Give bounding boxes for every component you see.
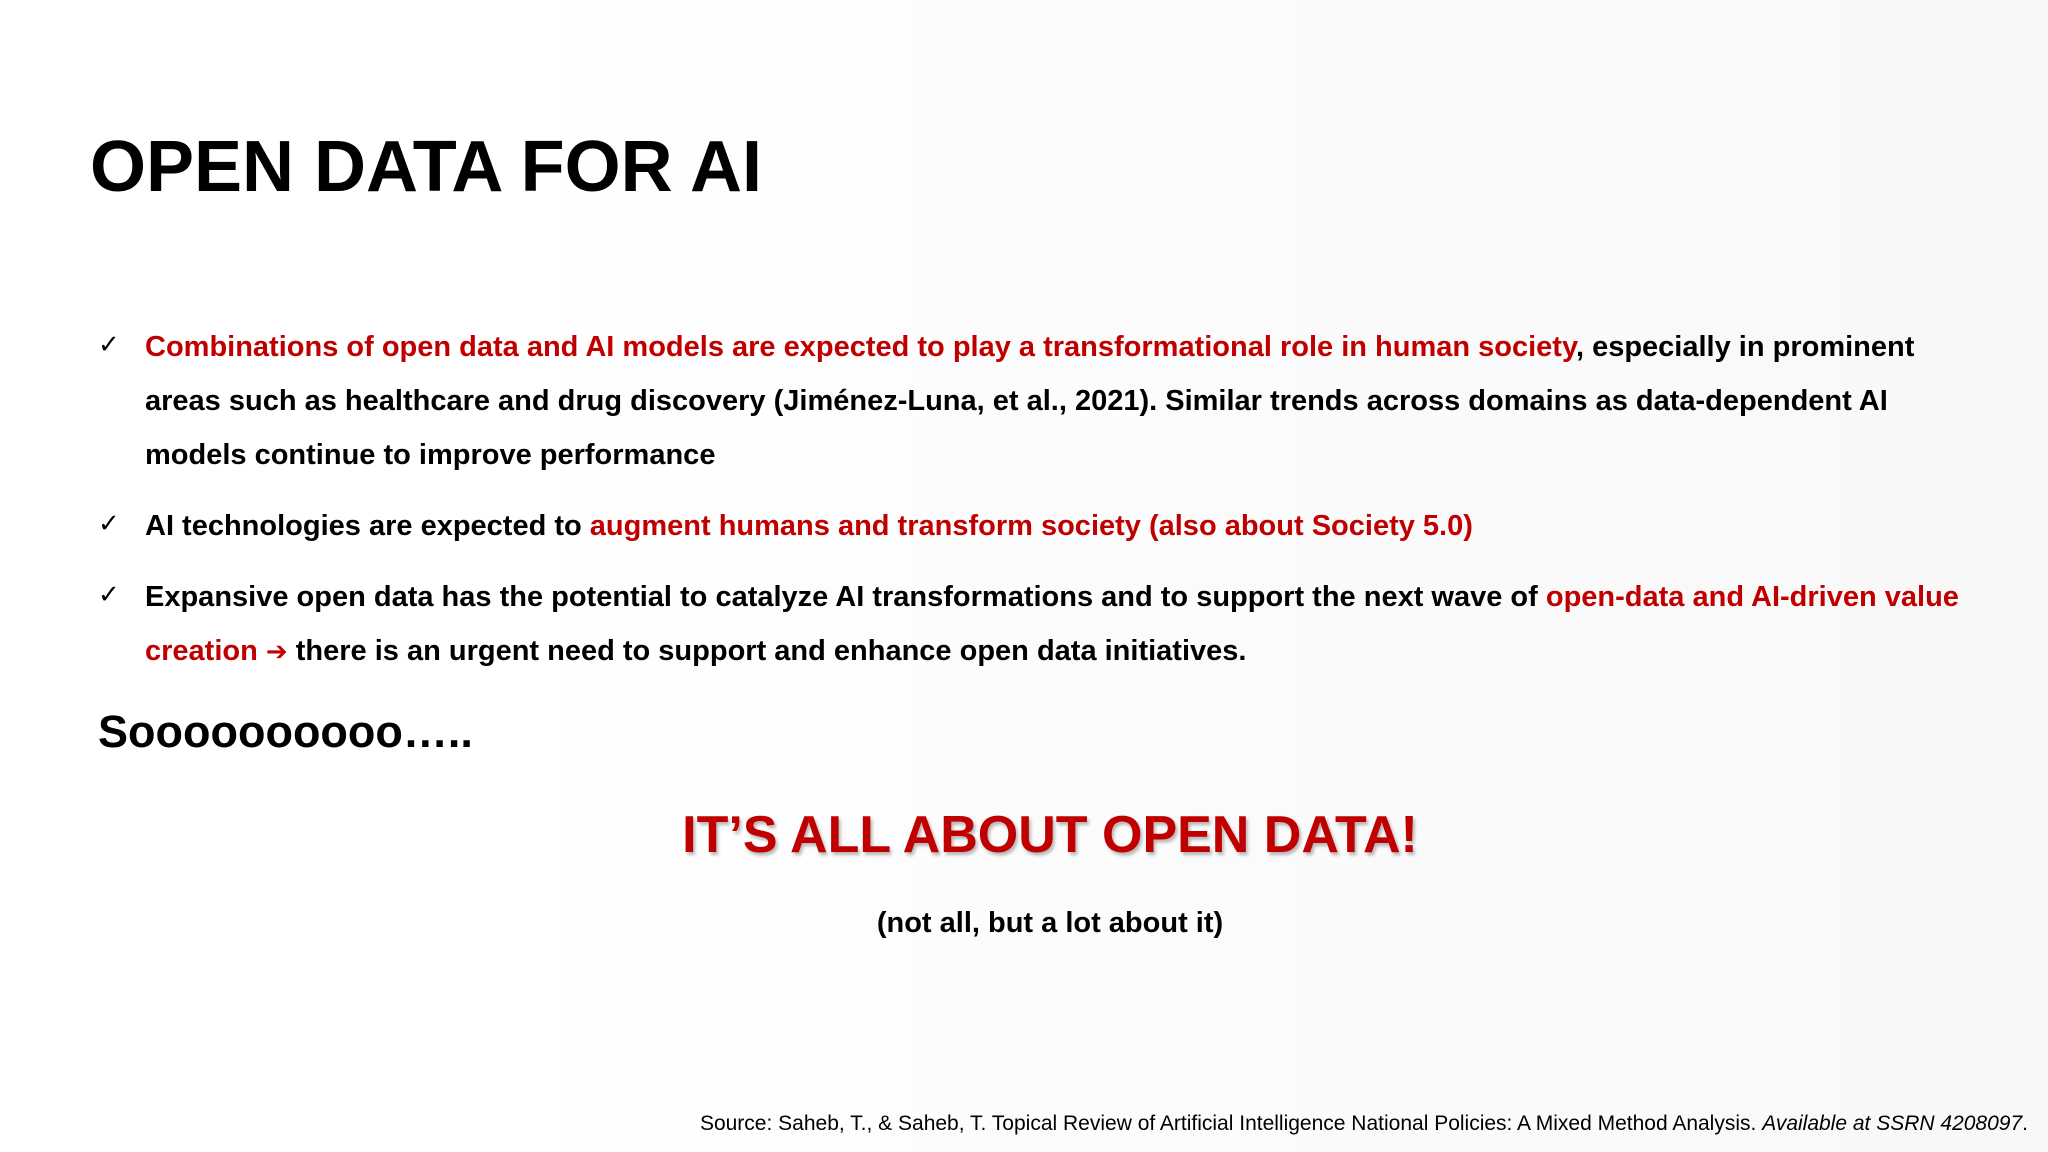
source-text: Source: Saheb, T., & Saheb, T. Topical Review of Artificial Intelligence National Policies: A Mixed Method Analysis.: [699, 1112, 1763, 1135]
bullet-highlight-text: Combinations of open data and AI models are expected to play a transformational role in human society: [145, 331, 1576, 363]
source-availability: Available at SSRN 4208097: [1762, 1112, 2023, 1135]
checkmark-icon: ✓: [98, 580, 120, 610]
bullet-text: Expansive open data has the potential to catalyze AI transformations and to support the next wave of: [145, 581, 1546, 613]
checkmark-icon: ✓: [98, 509, 120, 539]
slide-title: OPEN DATA FOR AI: [90, 127, 762, 207]
bullet-text: there is an urgent need to support and enhance open data initiatives.: [287, 635, 1247, 667]
bullet-item: [98, 320, 1988, 482]
source-end: .: [2022, 1112, 2028, 1135]
headline: IT’S ALL ABOUT OPEN DATA!: [682, 806, 1418, 864]
bullet-list: [98, 320, 1988, 679]
bullet-text: , especially in prominent areas such as healthcare and drug discovery (Jiménez-Luna, et al., 2021). Similar trends across domains as data-dependent AI models continue to improve performance: [145, 331, 1915, 471]
bullet-highlight-text: augment humans and transform society (also about Society 5.0): [589, 510, 1473, 542]
source-citation: [700, 1107, 2028, 1141]
bullet-text: AI technologies are expected to: [145, 510, 590, 542]
bullet-highlight-text: open-data and AI-driven value creation: [145, 581, 1959, 667]
bullet-item: [98, 499, 1988, 553]
bullet-item: [98, 570, 1988, 679]
checkmark-icon: ✓: [98, 330, 120, 360]
subheadline: (not all, but a lot about it): [876, 907, 1224, 939]
sooo-text: Soooooooooo…..: [98, 706, 473, 757]
right-arrow-icon: ➔: [265, 637, 288, 667]
